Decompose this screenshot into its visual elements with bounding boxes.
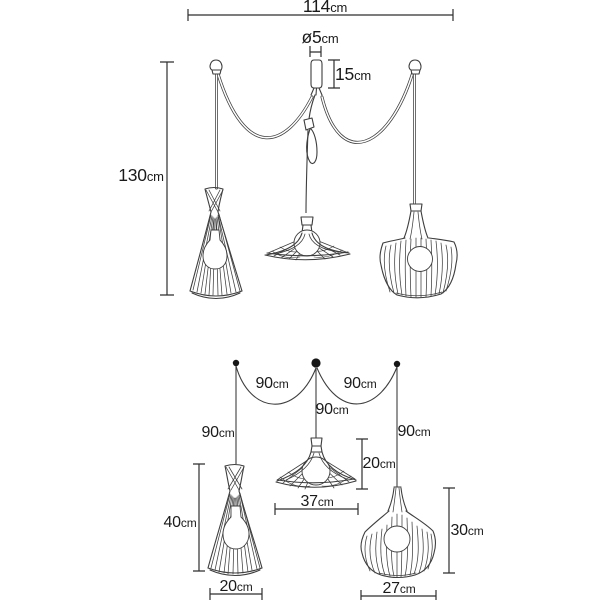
right-drop-length-label: 90cm [397,423,431,440]
center-drop-length-label: 90cm [315,401,349,418]
light-bulb [384,526,410,552]
trumpet-diameter-label: 37cm [300,493,334,510]
total-drop-label: 130cm [118,165,164,185]
cone-height-label: 40cm [163,514,197,531]
cone-diameter-label: 20cm [219,578,253,595]
cone-shade-detail [163,464,262,600]
right-swag-length-label: 90cm [343,375,377,392]
light-bulb [408,247,433,272]
globe-diameter-label: 27cm [382,580,416,597]
globe-shade-detail [361,487,484,600]
dim-trumpet-height [356,439,396,489]
light-bulb [294,230,320,256]
bottom-view [163,358,483,600]
globe-height-label: 30cm [450,522,484,539]
dim-canopy-height [328,60,371,88]
canopy-diameter-label: ø5cm [301,27,339,47]
pendant-cone-shade [190,60,242,299]
dim-globe-height [443,488,484,573]
trumpet-height-label: 20cm [362,455,396,472]
canopy-height-label: 15cm [334,64,372,84]
left-swag-length-label: 90cm [255,375,289,392]
dim-cone-height [163,464,205,571]
anchor-dot-left [233,360,239,366]
pendant-trumpet-shade [265,217,350,260]
trumpet-shade-detail [275,438,396,515]
socket [410,204,422,211]
dim-canopy-diameter [302,27,339,57]
anchor-dot-right [394,361,400,367]
dim-total-width [188,0,453,21]
left-drop-length-label: 90cm [201,424,235,441]
socket [311,438,322,452]
dim-trumpet-diameter [275,493,358,515]
dim-globe-diameter [361,580,436,600]
anchor-dot-center [311,358,320,367]
top-view [118,0,457,299]
cable-knob [210,60,222,74]
light-bulb [203,230,227,269]
cable-knob [409,60,421,74]
ceiling-canopy [304,60,322,213]
cable-connector [304,118,314,130]
total-width-label: 114cm [302,0,348,16]
pendant-globe-shade [380,60,457,298]
dim-total-drop [118,62,174,295]
dim-cone-diameter [210,578,262,600]
